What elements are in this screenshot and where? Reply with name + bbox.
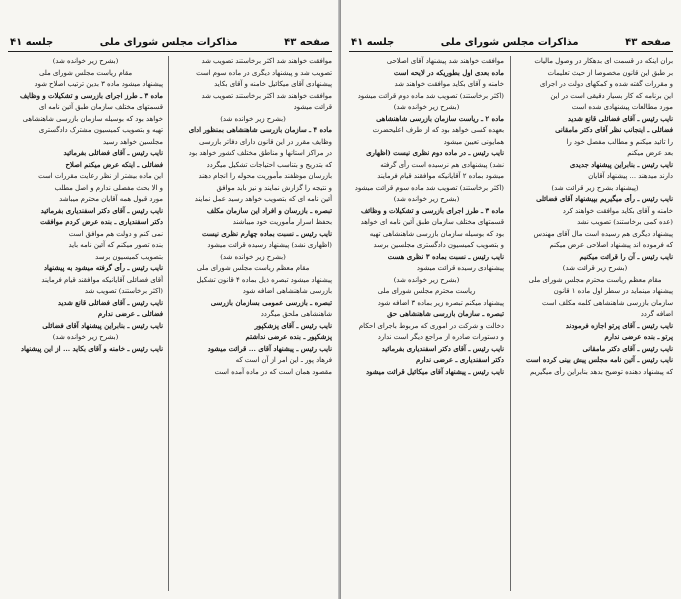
text-line: تبصره ـ بازرسی عمومی بسازمان بازرسی bbox=[210, 298, 332, 307]
text-line: قسمتهای مختلف سازمان طبق آئین نامه ای خواهد bbox=[360, 218, 504, 226]
text-line: آقای فضائلی آقایانیکه موافقند قیام فرمایند bbox=[41, 275, 163, 284]
left-running-title: مذاکرات مجلس شورای ملی bbox=[99, 36, 238, 48]
text-line: ماده بعدی اول بطوریکه در لایحه است bbox=[393, 68, 504, 77]
text-line: نایب رئیس ـ آقای پرتو اجازه فرمودند bbox=[565, 321, 673, 330]
text-line: نایب رئیس ـ رأی گرفته میشود به پیشنهاد bbox=[43, 264, 163, 272]
text-line: نایب رئیس ـ پیشنهاد آقای میکائیل قرائت میشود bbox=[365, 367, 504, 376]
text-line: پیشنهاد میکنم تبصره زیر بماده ۳ اضافه شود bbox=[377, 298, 504, 307]
text-line: مجلسین خواهد رسید bbox=[102, 137, 163, 146]
right-page-column-right bbox=[517, 56, 673, 593]
left-page bbox=[0, 0, 340, 599]
text-line: ریاست محترم مجلس شورای ملی bbox=[377, 287, 476, 295]
text-line: پیشنهادی آقای میکائیل خامنه و آقای بکاید bbox=[214, 80, 332, 88]
text-line: فضائلی ـ عرضی ندارم bbox=[97, 310, 163, 318]
text-line: فضائلی ـ اینکه عرض میکنم اصلاح bbox=[65, 160, 163, 169]
text-line: در مراکز استانها و مناطق مختلف کشور خواهد بود bbox=[188, 149, 332, 157]
text-line: که فرموده اند پیشنهاد اصلاحی عرض میکنم bbox=[549, 241, 673, 249]
text-line: (اظهاری نشد) پیشنهاد رسیده قرائت میشود bbox=[207, 241, 332, 249]
text-line: (پیشنهاد بشرح زیر قرائت شد) bbox=[551, 183, 639, 192]
text-line: نایب رئیس ـ رأی میگیریم بپیشنهاد آقای فضائلی bbox=[536, 195, 673, 203]
text-line: مقام معظم ریاست مجلس شورای ملی bbox=[196, 264, 310, 272]
text-line: موافقت خواهند شد پیشنهاد آقای اصلاحی bbox=[386, 57, 504, 65]
text-line: پیشنهادی رسیده قرائت میشود bbox=[416, 264, 504, 272]
text-line: فرهاد پور ـ این امر از آن است که bbox=[235, 356, 332, 364]
text-line: اضافه گردد bbox=[640, 310, 673, 318]
text-line: شاهنشاهی ملحق میگردد bbox=[260, 310, 332, 318]
text-line: آئین نامه ای که بتصویب خواهد رسید عمل نمایند bbox=[194, 195, 332, 203]
text-line: (بشرح زیر خوانده شد) bbox=[52, 333, 119, 341]
text-line: سازمان بازرسی شاهنشاهی کلمه مکلف است bbox=[541, 298, 673, 307]
text-line: ماده ۴ ـ سازمان بازرسی شاهنشاهی بمنظور ادای bbox=[188, 126, 332, 134]
text-line: و مقررات گفته شده و کمکهای دولت در اجرای bbox=[539, 80, 673, 88]
right-page-column-left bbox=[349, 56, 504, 593]
text-line: نایب رئیس ـ نسبت بماده ۳ نظری هست bbox=[387, 252, 504, 261]
text-line: که بتدریج و بتناسب احتیاجات تشکیل میگردد bbox=[206, 160, 332, 169]
text-line: پزشکپور ـ بنده عرضی نداشتم bbox=[245, 333, 332, 341]
text-line: نایب رئیس ـ آقای پزشکپور bbox=[254, 321, 332, 330]
text-line: بحفظ اسرار مأموریت خود میباشند bbox=[232, 218, 332, 226]
text-line: (بشرح زیر خوانده شد) bbox=[52, 57, 119, 65]
right-page-header bbox=[351, 34, 671, 50]
left-header-rule bbox=[8, 51, 332, 52]
text-line: (بشرح زیر قرائت شد) bbox=[562, 264, 628, 272]
text-line: ماده ۳ ـ طرز اجرای بازرسی و تشکیلات و وظایف bbox=[19, 91, 163, 100]
text-line: (بشرح زیر خوانده شد) bbox=[393, 275, 460, 284]
text-line: مقصود همان است که در ماده آمده است bbox=[214, 367, 332, 376]
text-line: نایب رئیس ـ در ماده دوم نظری نیست (اظهاری bbox=[366, 149, 504, 157]
text-line: نایب رئیس ـ بنابراین پیشنهاد جدیدی bbox=[569, 160, 673, 169]
text-line: خواهد بود که بوسیله سازمان بازرسی شاهنشاهی bbox=[22, 114, 163, 123]
text-line: مورد قبول همه آقایان محترم میباشد bbox=[59, 195, 163, 203]
text-line: و الا بحث مفصلی ندارم و اصل مطلب bbox=[54, 183, 163, 192]
text-line: نایب رئیس ـ آقای دکتر اسفندیاری بفرمائید bbox=[40, 206, 163, 215]
right-session-label: جلسه ۴۱ bbox=[351, 36, 395, 48]
text-line: نایب رئیس ـ پیشنهاد آقای ... قرائت میشود bbox=[207, 344, 332, 353]
text-line: بنده تصور میکنم که آئین نامه باید bbox=[68, 241, 163, 249]
right-page-label: صفحه ۴۳ bbox=[625, 36, 671, 48]
text-line: میشود بماده ۲ آقایانیکه موافقند قیام فرمایند bbox=[377, 172, 504, 180]
text-line: نایب رئیس ـ نسبت بماده چهارم نظری نیست bbox=[201, 229, 332, 238]
text-line: نایب رئیس ـ آن را قرائت میکنیم bbox=[579, 252, 673, 261]
text-line: و بتصویب کمیسیون دادگستری مجلسین برسد bbox=[373, 241, 504, 249]
text-line: نایب رئیس ـ آئین نامه مجلس پیش بینی کرده است bbox=[525, 356, 673, 364]
left-page-header bbox=[10, 34, 330, 50]
text-line: نشد) پیشنهادی هم نرسیده است رأی گرفته bbox=[380, 160, 504, 169]
left-session-label: جلسه ۴۱ bbox=[10, 36, 54, 48]
text-line: دکتر اسفندیاری ـ بنده عرض کردم موافقت bbox=[40, 218, 163, 226]
text-line: نمی کنم و دولت هم موافق است bbox=[68, 229, 163, 238]
text-line: بران اینکه در قسمت ای بدهکار در وصول مالیات bbox=[534, 57, 673, 65]
text-line: (عده کمی برخاستند) تصویب نشد bbox=[577, 218, 673, 226]
text-line: را تائید میکنم و مطالب مفصل خود را bbox=[566, 137, 673, 146]
text-line: ماده ۳ ـ طرز اجرای بازرسی و تشکیلات و وظائف bbox=[360, 206, 504, 215]
text-line: تبصره ـ بازرسان و افراد این سازمان مکلف bbox=[206, 206, 332, 215]
text-line: (اکثر برخاستند) تصویب شد ماده دوم قرائت میشود bbox=[357, 91, 504, 100]
text-line: پیشنهاد میشود ماده ۳ بدین ترتیب اصلاح شود bbox=[34, 80, 163, 88]
left-column-divider bbox=[168, 56, 169, 591]
text-line: بعهده کسی خواهد بود که از طرف اعلیحضرت bbox=[372, 126, 504, 134]
text-line: پرتو ـ بنده عرضی ندارم bbox=[604, 333, 673, 341]
text-line: دارند میدهند ... پیشنهاد آقایان bbox=[588, 172, 673, 180]
text-line: نایب رئیس ـ آقای فضائلی قانع شدید bbox=[57, 298, 163, 307]
text-line: نایب رئیس ـ آقای دکتر اسفندیاری بفرمائید bbox=[381, 344, 504, 353]
text-line: (اکثر برخاستند) تصویب شد bbox=[84, 287, 163, 295]
text-line: و دستورات صادره از مراجع دیگر است ندارد bbox=[377, 333, 504, 341]
text-line: پیشنهاد دیگری هم رسیده است مال آقای مهندس bbox=[533, 229, 673, 238]
text-line: (اکثر برخاستند) تصویب شد ماده سوم قرائت میشود bbox=[354, 183, 504, 192]
text-line: (بشرح زیر خوانده شد) bbox=[393, 195, 460, 203]
text-line: این ماده بیشتر از نظر رعایت مقررات است bbox=[38, 172, 163, 180]
text-line: بود که بوسیله سازمان بازرسی شاهنشاهی تهیه bbox=[369, 229, 504, 238]
text-line: (بشرح زیر خوانده شد) bbox=[220, 114, 286, 123]
left-page-column-right bbox=[174, 56, 332, 593]
text-line: بازرسان موظفند مأموریت محوله را انجام دهند bbox=[198, 172, 332, 180]
text-line: موافقت خواهند شد اکثر برخاستند تصویب شد bbox=[201, 91, 332, 100]
text-line: بتصویب کمیسیون برسد bbox=[95, 252, 163, 261]
text-line: تصویب شد و پیشنهاد دیگری در ماده سوم است bbox=[196, 68, 332, 77]
left-page-label: صفحه ۴۳ bbox=[284, 36, 330, 48]
text-line: پیشنهاد میشود تبصره ذیل بماده ۴ قانون تشکیل bbox=[196, 275, 332, 284]
text-line: پیشنهاد مینماید در سطر اول ماده ۱ قانون bbox=[553, 287, 673, 295]
text-line: همایونی تعیین میشود bbox=[443, 137, 504, 146]
right-page bbox=[341, 0, 681, 599]
text-line: دخالت و شرکت در اموری که مربوط باجرای احکام bbox=[358, 321, 504, 330]
right-header-rule bbox=[349, 51, 673, 52]
text-line: نایب رئیس ـ آقای دکتر مامقانی bbox=[582, 344, 673, 353]
text-line: و نتیجه را گزارش نمایند و نیز باید موافق bbox=[216, 183, 332, 192]
text-line: تبصره ـ سازمان بازرسی شاهنشاهی حق bbox=[387, 310, 504, 318]
text-line: دکتر اسفندیاری ـ عرضی ندارم bbox=[415, 356, 504, 364]
text-line: موافقت خواهند شد اکثر برخاستند تصویب شد bbox=[201, 57, 332, 65]
text-line: نایب رئیس ـ خامنه و آقای بکاید ... از این پیشنهاد bbox=[20, 344, 163, 353]
text-line: بر طبق این قانون مخصوصا از حیث تعلیمات bbox=[547, 68, 673, 77]
text-line: این برنامه که کار بسیار دقیقی است در این bbox=[550, 91, 673, 100]
text-line: خامنه و آقای بکاید موافقت خواهند کرد bbox=[562, 206, 673, 215]
text-line: قسمتهای مختلف سازمان طبق آئین نامه ای bbox=[38, 103, 163, 111]
text-line: مقام معظم ریاست محترم مجلس شورای ملی bbox=[528, 275, 662, 284]
text-line: قرائت میشود bbox=[293, 103, 332, 111]
text-line: مقام ریاست مجلس شورای ملی bbox=[38, 68, 133, 77]
text-line: ماده ۲ ـ ریاست سازمان بازرسی شاهنشاهی bbox=[376, 114, 504, 123]
text-line: که پیشنهاد دهنده توضیح بدهد بنابراین رأی میگیریم bbox=[529, 367, 673, 376]
text-line: بعد عرض میکنم bbox=[627, 149, 673, 157]
text-line: وظایف مقرر در این قانون دارای دفاتر بازرسی bbox=[199, 137, 332, 146]
text-line: نایب رئیس ـ بنابراین پیشنهاد آقای فضائلی bbox=[42, 321, 163, 330]
right-running-title: مذاکرات مجلس شورای ملی bbox=[440, 36, 579, 48]
text-line: تهیه و بتصویب کمیسیون مشترک دادگستری bbox=[38, 126, 163, 134]
text-line: نایب رئیس ـ آقای فضائلی بفرمائید bbox=[63, 149, 163, 157]
text-line: خامنه و آقای بکاید موافقت خواهند شد bbox=[394, 80, 504, 88]
text-line: مورد مطالعات پیشنهادی شده است bbox=[571, 103, 673, 111]
left-page-column-left bbox=[8, 56, 163, 593]
right-column-divider bbox=[510, 56, 511, 591]
text-line: (بشرح زیر خوانده شد) bbox=[220, 252, 286, 261]
text-line: نایب رئیس ـ آقای فضائلی قانع شدید bbox=[567, 114, 673, 123]
text-line: فضائلی ـ اینجانب نظر آقای دکتر مامقانی bbox=[555, 126, 673, 134]
text-line: (بشرح زیر خوانده شد) bbox=[393, 103, 460, 111]
text-line: بازرسی شاهنشاهی اضافه شود bbox=[242, 287, 332, 295]
